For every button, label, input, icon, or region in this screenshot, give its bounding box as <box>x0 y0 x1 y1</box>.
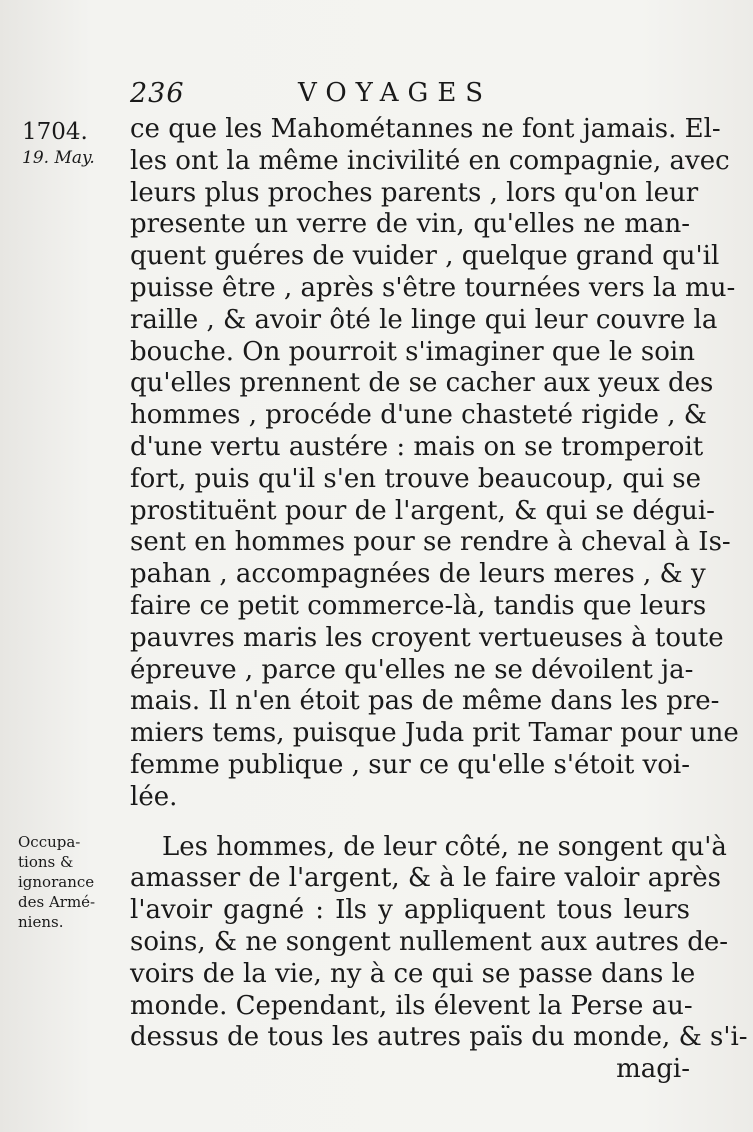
text-line: monde. Cependant, ils élevent la Perse au- <box>130 990 693 1021</box>
text-line: Les hommes, de leur côté, ne songent qu'à <box>162 831 727 862</box>
text-line: ce que les Mahométannes ne font jamais. El- <box>130 114 721 144</box>
text-line: sent en hommes pour se rendre à cheval à Is- <box>130 527 731 558</box>
text-line: pauvres maris les croyent vertueuses à toute <box>130 622 724 653</box>
running-title: VOYAGES <box>298 78 493 108</box>
page-number: 236 <box>130 78 185 109</box>
text-line: puisse être , après s'être tournées vers la mu- <box>130 272 736 303</box>
margin-day: 19. May. <box>22 148 95 168</box>
body-text <box>130 114 748 1086</box>
text-line: lée. <box>130 781 178 812</box>
text-line: dessus de tous les autres païs du monde, & s'i- <box>130 1022 748 1053</box>
margin-note <box>18 832 128 932</box>
margin-note-line: des Armé- <box>18 893 96 911</box>
margin-note-line: niens. <box>18 913 64 931</box>
text-line: leurs plus proches parents , lors qu'on leur <box>130 177 699 208</box>
text-line: prostituënt pour de l'argent, & qui se dégui- <box>130 495 715 526</box>
margin-note-line: ignorance <box>18 873 95 891</box>
text-line: hommes , procéde d'une chasteté rigide , & <box>130 400 707 431</box>
text-line: soins, & ne songent nullement aux autres de- <box>130 926 729 957</box>
text-line: fort, puis qu'il s'en trouve beaucoup, qui se <box>130 463 702 494</box>
text-line: faire ce petit commerce-là, tandis que leurs <box>130 590 707 621</box>
text-line: femme publique , sur ce qu'elle s'étoit voi- <box>130 749 690 780</box>
text-line: d'une vertu austére : mais on se tromperoit <box>130 431 704 462</box>
text-line: presente un verre de vin, qu'elles ne man- <box>130 209 690 240</box>
text-line: quent guéres de vuider , quelque grand qu'il <box>130 241 720 272</box>
text-line: qu'elles prennent de se cacher aux yeux des <box>130 368 714 399</box>
text-line: voirs de la vie, ny à ce qui se passe dans le <box>130 958 696 989</box>
catchword: magi- <box>616 1054 690 1085</box>
text-line: miers tems, puisque Juda prit Tamar pour une <box>130 718 739 749</box>
text-line: amasser de l'argent, & à le faire valoir après <box>130 863 721 894</box>
text-line: bouche. On pourroit s'imaginer que le soin <box>130 336 695 367</box>
paragraph-gap <box>130 814 690 832</box>
margin-year: 1704. <box>22 119 88 145</box>
margin-date <box>22 118 122 170</box>
text-line: les ont la même incivilité en compagnie, avec <box>130 145 730 176</box>
text-line: épreuve , parce qu'elles ne se dévoilent ja- <box>130 654 694 685</box>
margin-note-line: tions & <box>18 853 74 871</box>
text-line: l'avoir gagné : Ils y appliquent tous leurs <box>130 895 690 926</box>
text-line: raille , & avoir ôté le linge qui leur couvre la <box>130 304 718 335</box>
page-header <box>130 78 690 112</box>
text-line: pahan , accompagnées de leurs meres , & y <box>130 559 706 590</box>
text-line: mais. Il n'en étoit pas de même dans les pre- <box>130 686 720 717</box>
margin-note-line: Occupa- <box>18 833 81 851</box>
